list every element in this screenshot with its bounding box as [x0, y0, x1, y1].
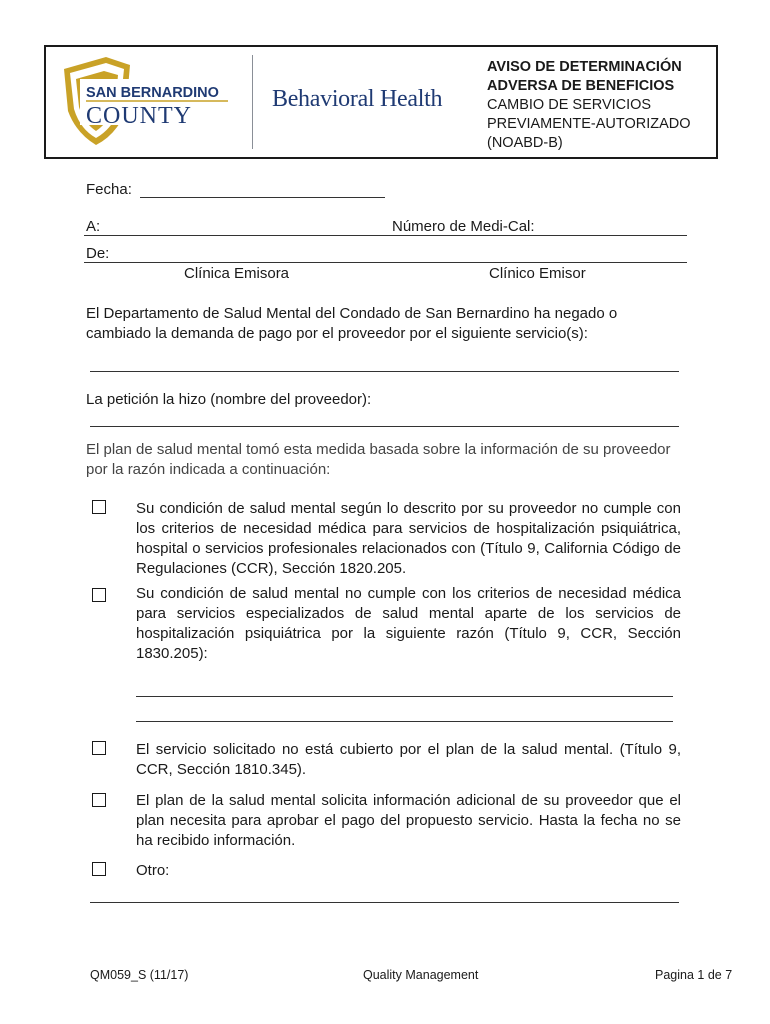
notice-line1: AVISO DE DETERMINACIÓN: [487, 59, 682, 75]
footer-code: QM059_S (11/17): [90, 968, 189, 982]
clinico-label: Clínico Emisor: [489, 265, 586, 282]
header-divider: [252, 55, 253, 149]
service-field[interactable]: [90, 371, 679, 372]
option3-text: El servicio solicitado no está cubierto por el plan de la salud mental. (Título 9, CCR, Sección 1810.345).: [136, 741, 681, 778]
department-name: Behavioral Health: [272, 86, 443, 112]
de-label: De:: [86, 245, 110, 262]
option4-checkbox[interactable]: [92, 793, 106, 807]
medical-label: Número de Medi-Cal:: [392, 218, 535, 235]
notice-line4: PREVIAMENTE-AUTORIZADO: [487, 116, 691, 132]
option1-text: Su condición de salud mental según lo descrito por su proveedor no cumple con los criterios de necesidad médica para servicios de hospitalización psiquiátrica, hospital o servicios profesionales relacionados con (Título 9, California Código de Regulaciones (CCR), Sección 1820.205.: [136, 500, 681, 577]
plan-paragraph: El plan de salud mental tomó esta medida basada sobre la información de su proveedor por la razón indicada a continuación:: [86, 441, 671, 478]
option3-checkbox[interactable]: [92, 741, 106, 755]
notice-line3: CAMBIO DE SERVICIOS: [487, 97, 652, 113]
provider-field[interactable]: [90, 426, 679, 427]
clinica-label: Clínica Emisora: [184, 265, 290, 282]
notice-title: [487, 58, 691, 153]
otro-field[interactable]: [90, 902, 679, 903]
de-field[interactable]: [84, 262, 687, 263]
a-label: A:: [86, 218, 101, 235]
footer-page: Pagina 1 de 7: [655, 968, 733, 982]
option2-reason-field-1[interactable]: [136, 696, 673, 697]
notice-line5: (NOABD-B): [487, 135, 563, 151]
county-logo: [60, 53, 240, 149]
fecha-label: Fecha:: [86, 181, 132, 198]
option2-reason-field-2[interactable]: [136, 721, 673, 722]
option1-checkbox[interactable]: [92, 500, 106, 514]
notice-line2: ADVERSA DE BENEFICIOS: [487, 78, 675, 94]
county-shield-logo-icon: [60, 53, 240, 149]
org-line2: COUNTY: [86, 103, 192, 129]
option5-checkbox[interactable]: [92, 862, 106, 876]
intro-paragraph: El Departamento de Salud Mental del Condado de San Bernardino ha negado o cambiado la demanda de pago por el proveedor por el siguiente servicio(s):: [86, 305, 618, 342]
org-line1: SAN BERNARDINO: [86, 85, 219, 101]
option5-text: Otro:: [136, 862, 170, 879]
peticion-label: La petición la hizo (nombre del proveedor):: [86, 391, 372, 408]
option4-text: El plan de la salud mental solicita información adicional de su proveedor que el plan necesita para aprobar el pago del propuesto servicio. Hasta la fecha no se ha recibido información.: [136, 792, 681, 849]
fecha-field[interactable]: [140, 197, 385, 198]
a-field[interactable]: [84, 235, 687, 236]
option2-text: Su condición de salud mental no cumple con los criterios de necesidad médica para servicios especializados de salud mental aparte de los servicios de hospitalización psiquiátrica por la siguiente razón (Título 9, CCR, Sección 1830.205):: [136, 585, 681, 662]
option2-checkbox[interactable]: [92, 588, 106, 602]
footer-center: Quality Management: [363, 968, 479, 982]
